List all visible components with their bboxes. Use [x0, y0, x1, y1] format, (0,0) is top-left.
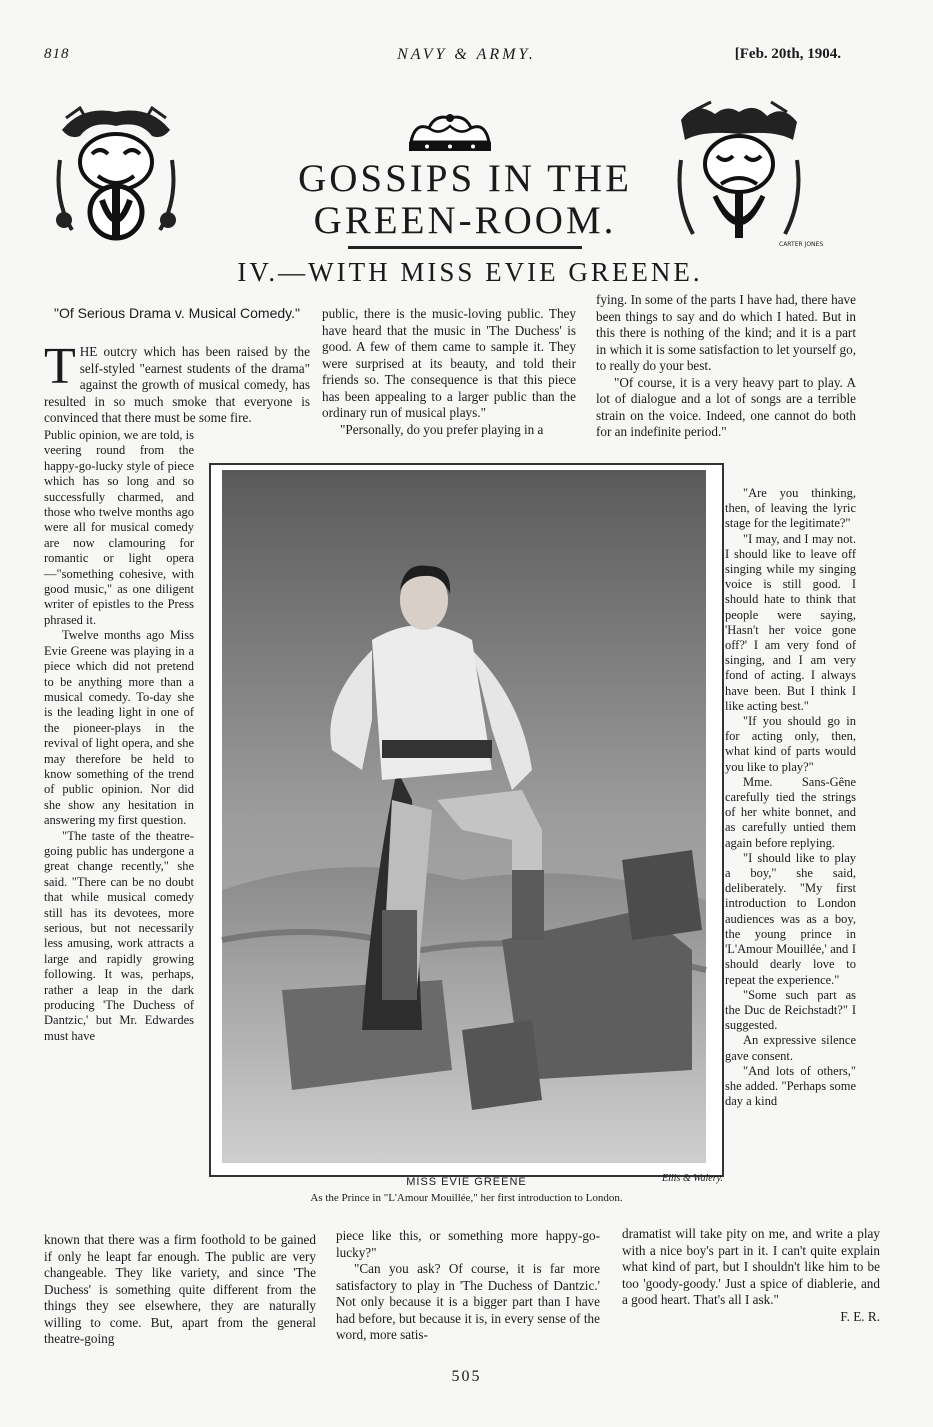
paragraph: "If you should go in for acting only, then, what kind of parts would you like to play?"	[725, 714, 856, 774]
article-title	[180, 158, 750, 242]
publication-name: NAVY & ARMY.	[397, 46, 536, 63]
section-heading: "Of Serious Drama v. Musical Comedy."	[54, 305, 300, 321]
column-1-narrow	[44, 428, 194, 1044]
paragraph: "Are you thinking, then, of leaving the lyric stage for the legitimate?"	[725, 486, 856, 531]
ornament-signature: CARTER JONES	[779, 241, 824, 248]
paragraph: "Some such part as the Duc de Reichstadt?" I suggested.	[725, 987, 856, 1033]
crown-icon	[405, 112, 495, 154]
paragraph: "I may, and I may not. I should like to leave off singing while my singing voice is still good. I should hate to think that people were saying, 'Hasn't her voice gone off?' I am very fond of singing, and I am very fond of acting. I always have been. But I think I like acting best."	[725, 531, 856, 713]
paragraph: Public opinion, we are told, is veering round from the happy-go-lucky style of piece which has so long and so successfully charmed, and those who twelve months ago were all for musical comedy are now clamouring for romantic or light opera—"something cohesive, with good music," as one diligent writer of epistles to the Press phrased it.	[44, 428, 194, 627]
portrait-photograph	[222, 470, 706, 1163]
title-divider	[348, 246, 582, 249]
column-3-top	[596, 292, 856, 441]
author-signature: F. E. R.	[840, 1308, 880, 1324]
paragraph: "Can you ask? Of course, it is far more satisfactory to play in 'The Duchess of Dantzic.' Not only because it is a bigger part than I have had before, but because it is, in every sense of the word, more satis-	[336, 1261, 600, 1342]
left-theatre-mask-ornament	[52, 100, 180, 252]
paragraph: Twelve months ago Miss Evie Greene was playing in a piece which did not pretend to be anything more than a musical comedy. To-day she is the leading light in one of the pioneer-plays in the revival of light opera, and she may therefore be held to know something of the trend of public opinion. Nor did she show any hesitation in answering my first question.	[44, 628, 194, 828]
column-3-narrow	[725, 486, 856, 1109]
paragraph: An expressive silence gave consent.	[725, 1033, 856, 1063]
photo-credit: Ellis & Walery.	[662, 1173, 724, 1184]
column-2-bottom	[336, 1228, 600, 1344]
issue-date: [Feb. 20th, 1904.	[734, 46, 841, 62]
paragraph: "Personally, do you prefer playing in a	[340, 421, 544, 437]
paragraph: "And lots of others," she added. "Perhaps some day a kind	[725, 1063, 856, 1109]
title-line-1: GOSSIPS IN THE	[298, 157, 632, 200]
column-2-top	[322, 306, 576, 438]
paragraph: dramatist will take pity on me, and write a play with a nice boy's part in it. I can't quite explain what kind of part, but I shouldn't like him to be too 'goody-goody.' Just a spice of diablerie, and a good heart. That's all I ask."	[622, 1226, 880, 1307]
column-1-bottom	[44, 1232, 316, 1348]
paragraph: Mme. Sans-Gêne carefully tied the strings of her white bonnet, and as carefully untied them again before replying.	[725, 774, 856, 850]
paragraph: fying. In some of the parts I have had, there have been things to say and do which I hated. But in this there is nothing of the kind; and it is a part in which it is some satisfaction to let yourself go, to really do your best.	[596, 292, 856, 373]
column-3-bottom	[622, 1226, 880, 1325]
article-subtitle: IV.—WITH MISS EVIE GREENE.	[237, 257, 703, 287]
page-number-bottom: 505	[451, 1368, 482, 1385]
paragraph: piece like this, or something more happy-go-lucky?"	[336, 1228, 600, 1260]
paragraph: public, there is the music-loving public. They have heard that the music in 'The Duchess' is good. A few of them came to sample it. They were surprised at its beauty, and told their friends so. The consequence is that this piece has been appealing to a larger public than the ordinary run of musical plays."	[322, 306, 576, 420]
drop-cap: T	[44, 338, 76, 395]
photo-caption-name: MISS EVIE GREENE	[406, 1176, 527, 1188]
paragraph: "The taste of the theatre-going public has undergone a great change recently," she said. "There can be no doubt that while musical comedy still has its devotees, more serious, but not necessarily less amusing, work attracts a large and rapidly growing following. It was, perhaps, rather a leap in the dark producing 'The Duchess of Dantzic,' but Mr. Edwardes must have	[44, 828, 194, 1043]
page-number-top: 818	[44, 46, 70, 62]
lead-paragraph: HE outcry which has been raised by the self-styled "earnest students of the drama" against the growth of musical comedy, has resulted in so much smoke that everyone is convinced that there must be some fire.	[44, 344, 310, 425]
column-1-lead	[44, 338, 310, 427]
title-line-2: GREEN-ROOM.	[313, 199, 617, 242]
paragraph: known that there was a firm foothold to be gained if only he leapt far enough. The public are very changeable. They like variety, and since 'The Duchess' is something quite different from the things they see elsewhere, they are naturally willing to come. But, apart from the general theatre-going	[44, 1232, 316, 1346]
photo-caption-text: As the Prince in "L'Amour Mouillée," her first introduction to London.	[310, 1192, 623, 1204]
paragraph: "I should like to play a boy," she said, deliberately. "My first introduction to London audiences was as a boy, the young prince in 'L'Amour Mouillée,' and I should dearly love to repeat the experience."	[725, 850, 856, 987]
paragraph: "Of course, it is a very heavy part to play. A lot of dialogue and a lot of songs are a terrible strain on the voice. Indeed, one cannot do both for an indefinite period."	[596, 374, 856, 439]
